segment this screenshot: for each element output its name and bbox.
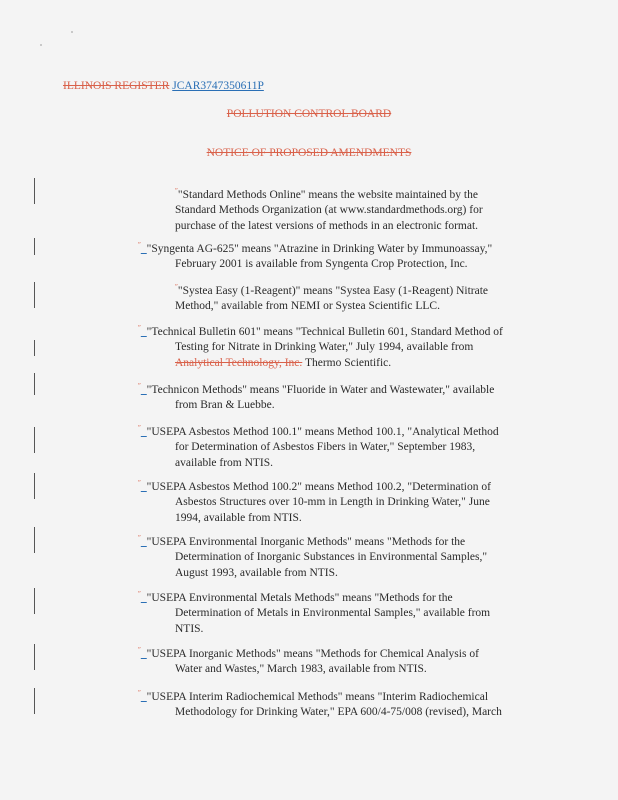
- revision-bar: [34, 473, 35, 499]
- entry-line: ″_"Technicon Methods" means "Fluoride in Water and Wastewater," available: [138, 382, 495, 396]
- entry-line: Determination of Metals in Environmental Samples," available from: [175, 607, 491, 620]
- entry-line: Method," available from NEMI or Systea Scientific LLC.: [175, 300, 440, 313]
- entry-line: ″_"USEPA Environmental Metals Methods" means "Methods for the: [138, 590, 453, 604]
- revision-bar: [34, 588, 35, 614]
- register-struck: ILLINOIS REGISTER: [63, 80, 170, 92]
- definition-entry: [175, 280, 488, 315]
- entry-line: 1994, available from NTIS.: [175, 511, 302, 524]
- entry-line: February 2001 is available from Syngenta Crop Protection, Inc.: [175, 258, 468, 271]
- entry-line: NTIS.: [175, 622, 204, 635]
- entry-line: ″_"USEPA Asbestos Method 100.2" means Method 100.2, "Determination of: [138, 479, 491, 493]
- entry-line: ″_"USEPA Asbestos Method 100.1" means Method 100.1, "Analytical Method: [138, 424, 499, 438]
- definition-entry: [138, 421, 499, 471]
- definition-entry: [138, 686, 502, 721]
- entry-line: purchase of the latest versions of methods in an electronic format.: [175, 219, 479, 232]
- revision-bar: [34, 238, 35, 255]
- revision-bar: [34, 178, 35, 204]
- entry-line: ″_"USEPA Environmental Inorganic Methods" means "Methods for the: [138, 534, 466, 548]
- revision-bar: [34, 644, 35, 670]
- entry-line: ″"Standard Methods Online" means the website maintained by the: [175, 187, 478, 201]
- definition-entry: [138, 238, 492, 273]
- entry-line: Testing for Nitrate in Drinking Water," July 1994, available from: [175, 341, 474, 354]
- entry-line: Methodology for Drinking Water," EPA 600/4-75/008 (revised), March: [175, 706, 502, 719]
- definition-entry: [138, 476, 491, 526]
- struck-text: Analytical Technology, Inc.: [175, 356, 303, 369]
- register-header: [63, 80, 264, 92]
- entry-line: ″_"Syngenta AG-625" means "Atrazine in Drinking Water by Immunoassay,": [138, 241, 493, 255]
- entry-line: Analytical Technology, Inc. Thermo Scientific.: [175, 356, 392, 369]
- definition-entry: [175, 184, 483, 234]
- revision-bar: [34, 527, 35, 553]
- register-inserted[interactable]: JCAR3747350611P: [172, 80, 264, 92]
- revision-bar: [34, 427, 35, 453]
- definition-entry: [138, 531, 487, 581]
- entry-line: Asbestos Structures over 10-mm in Length in Drinking Water," June: [175, 496, 490, 509]
- entry-line: ″"Systea Easy (1-Reagent)" means "Systea Easy (1-Reagent) Nitrate: [175, 283, 489, 297]
- entry-line: Water and Wastes," March 1983, available from NTIS.: [175, 663, 427, 676]
- notice-title: NOTICE OF PROPOSED AMENDMENTS: [206, 147, 412, 159]
- definition-entry: [138, 643, 479, 678]
- definition-entry: [138, 379, 494, 414]
- entry-line: available from NTIS.: [175, 456, 274, 469]
- revision-bar: [34, 340, 35, 356]
- board-title: POLLUTION CONTROL BOARD: [226, 108, 392, 120]
- definition-entry: [138, 321, 503, 371]
- entry-line: Standard Methods Organization (at www.standardmethods.org) for: [175, 204, 483, 217]
- entry-line: ″_"Technical Bulletin 601" means "Technical Bulletin 601, Standard Method of: [138, 324, 503, 338]
- scan-speck: [71, 31, 73, 33]
- definition-entry: [138, 587, 490, 637]
- entry-line: ″_"USEPA Interim Radiochemical Methods" means "Interim Radiochemical: [138, 689, 489, 703]
- entry-line: August 1993, available from NTIS.: [175, 566, 338, 579]
- entry-line: Determination of Inorganic Substances in Environmental Samples,": [175, 551, 488, 564]
- revision-bar: [34, 688, 35, 714]
- scan-speck: [40, 44, 42, 46]
- entry-line: for Determination of Asbestos Fibers in Water," September 1983,: [175, 441, 476, 454]
- revision-bar: [34, 373, 35, 395]
- entry-line: from Bran & Luebbe.: [175, 399, 275, 412]
- revision-bar: [34, 282, 35, 308]
- entry-line: ″_"USEPA Inorganic Methods" means "Methods for Chemical Analysis of: [138, 646, 479, 660]
